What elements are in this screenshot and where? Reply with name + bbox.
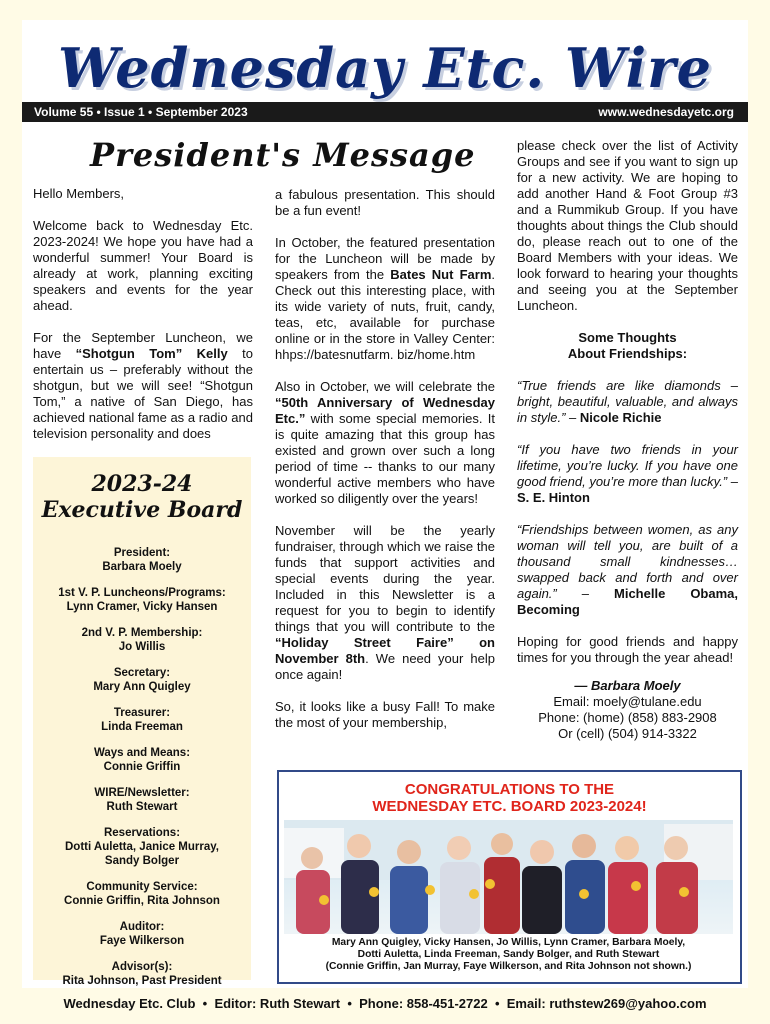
congratulations-box: [277, 770, 742, 984]
thoughts-heading: Some Thoughts About Friendships:: [567, 330, 688, 361]
signature: — Barbara Moely: [574, 678, 681, 693]
masthead: [22, 20, 748, 102]
paragraph-anniversary: Also in October, we will celebrate the “50th Anniversary of Wednesday Etc.” with some special memories. It is quite amazing that this group has existed and grown over such a long period of time -- thanks to our many wonderful active members who have worked so diligently over the years!: [275, 379, 495, 506]
issue-bar: [22, 102, 748, 122]
officer-auditor: Auditor: Faye Wilkerson: [99, 921, 185, 947]
officer-newsletter: WIRE/Newsletter: Ruth Stewart: [94, 787, 190, 813]
paragraph-october-luncheon: In October, the featured presentation for the Luncheon will be made by speakers from the Bates Nut Farm. Check out this interesting place, with its wide variety of nuts, fruit, candy, teas, etc, available for purchase online or in the store in Valley Center: hhps://batesnutfarm. biz/home.htm: [275, 235, 496, 362]
officer-1st-vp: 1st V. P. Luncheons/Programs: Lynn Cramer, Vicky Hansen: [58, 587, 226, 613]
board-group-photo: [284, 820, 733, 934]
contact-email[interactable]: Email: moely@tulane.edu: [553, 694, 702, 709]
officer-2nd-vp: 2nd V. P. Membership: Jo Willis: [81, 627, 203, 653]
officer-secretary: Secretary: Mary Ann Quigley: [93, 667, 191, 693]
paragraph-activity-groups: please check over the list of Activity Groups and see if you want to sign up for a new activity. We are hoping to add another Hand & Foot Group #3 and a Rummikub Group. If you have thoughts about things the Club should do, please reach out to one of the Board Members with your ideas. We look forward to hearing your thoughts and seeing you at the September Luncheon.: [517, 138, 738, 313]
officer-treasurer: Treasurer: Linda Freeman: [101, 707, 183, 733]
congrats-heading: CONGRATULATIONS TO THE WEDNESDAY ETC. BOARD 2023-2024!: [372, 781, 647, 815]
column-1: [33, 186, 253, 458]
paragraph-busy-fall: So, it looks like a busy Fall! To make the most of your membership,: [275, 699, 495, 730]
executive-board-box: [33, 457, 251, 987]
officer-community-service: Community Service: Connie Griffin, Rita Johnson: [64, 881, 220, 907]
board-title: Executive Board: [41, 497, 243, 523]
officer-advisor: Advisor(s): Rita Johnson, Past President: [62, 961, 222, 987]
paragraph-september: For the September Luncheon, we have “Shotgun Tom” Kelly to entertain us – preferably without the shotgun, but we will see! “Shotgun Tom,” a native of San Diego, has achieved national fame as a radio and television personality and does: [33, 330, 253, 441]
website-link[interactable]: www.wednesdayetc.org: [598, 105, 734, 119]
quote-hinton: “If you have two friends in your lifetime, you’re lucky. If you have one good friend, you’re more than lucky.” – S. E. Hinton: [517, 442, 738, 505]
contact-cell: Or (cell) (504) 914-3322: [558, 726, 697, 741]
quote-obama: “Friendships between women, as any woman will tell you, are built of a thousand small kindnesses… swapped back and forth and over again.” – Michelle Obama, Becoming: [517, 522, 739, 617]
column-2: [275, 187, 495, 747]
paragraph-fun-event: a fabulous presentation. This should be a fun event!: [275, 187, 495, 218]
quote-richie: “True friends are like diamonds – bright, beautiful, valuable, and always in style.” – Nicole Richie: [517, 378, 738, 425]
footer-contact: Wednesday Etc. Club • Editor: Ruth Stewart • Phone: 858-451-2722 • Email: ruthstew269@yahoo.com: [63, 996, 707, 1011]
signature-block: [517, 678, 738, 742]
greeting: Hello Members,: [33, 186, 125, 201]
presidents-message-title: President's Message: [90, 136, 476, 174]
issue-info: Volume 55 • Issue 1 • September 2023: [34, 105, 248, 119]
paragraph-welcome: Welcome back to Wednesday Etc. 2023-2024! We hope you have had a wonderful summer! Your Board is already at work, planning exciting speakers and events for the year ahead.: [33, 218, 253, 313]
paragraph-closing: Hoping for good friends and happy times for you through the year ahead!: [517, 634, 738, 665]
newsletter-title: Wednesday Etc. Wire: [58, 36, 712, 100]
paragraph-november: November will be the yearly fundraiser, through which we raise the funds that support activities and special events during the year. Included in this Newsletter is a request for you to begin to identify things that you will contribute to the “Holiday Street Faire” on November 8th. We need your help once again!: [275, 523, 495, 682]
officer-president: President: Barbara Moely: [102, 547, 182, 573]
column-3: [517, 138, 738, 742]
officer-ways-means: Ways and Means: Connie Griffin: [93, 747, 191, 773]
contact-phone: Phone: (home) (858) 883-2908: [538, 710, 717, 725]
photo-caption: Mary Ann Quigley, Vicky Hansen, Jo Willis, Lynn Cramer, Barbara Moely, Dotti Auletta, Linda Freeman, Sandy Bolger, and Ruth Stewart (Connie Griffin, Jan Murray, Faye Wilkerson, and Rita Johnson not shown.): [325, 937, 692, 972]
board-title-year: 2023-24: [91, 471, 193, 497]
officer-reservations: Reservations: Dotti Auletta, Janice Murray, Sandy Bolger: [64, 827, 219, 867]
group-photo-illustration: [284, 820, 733, 934]
